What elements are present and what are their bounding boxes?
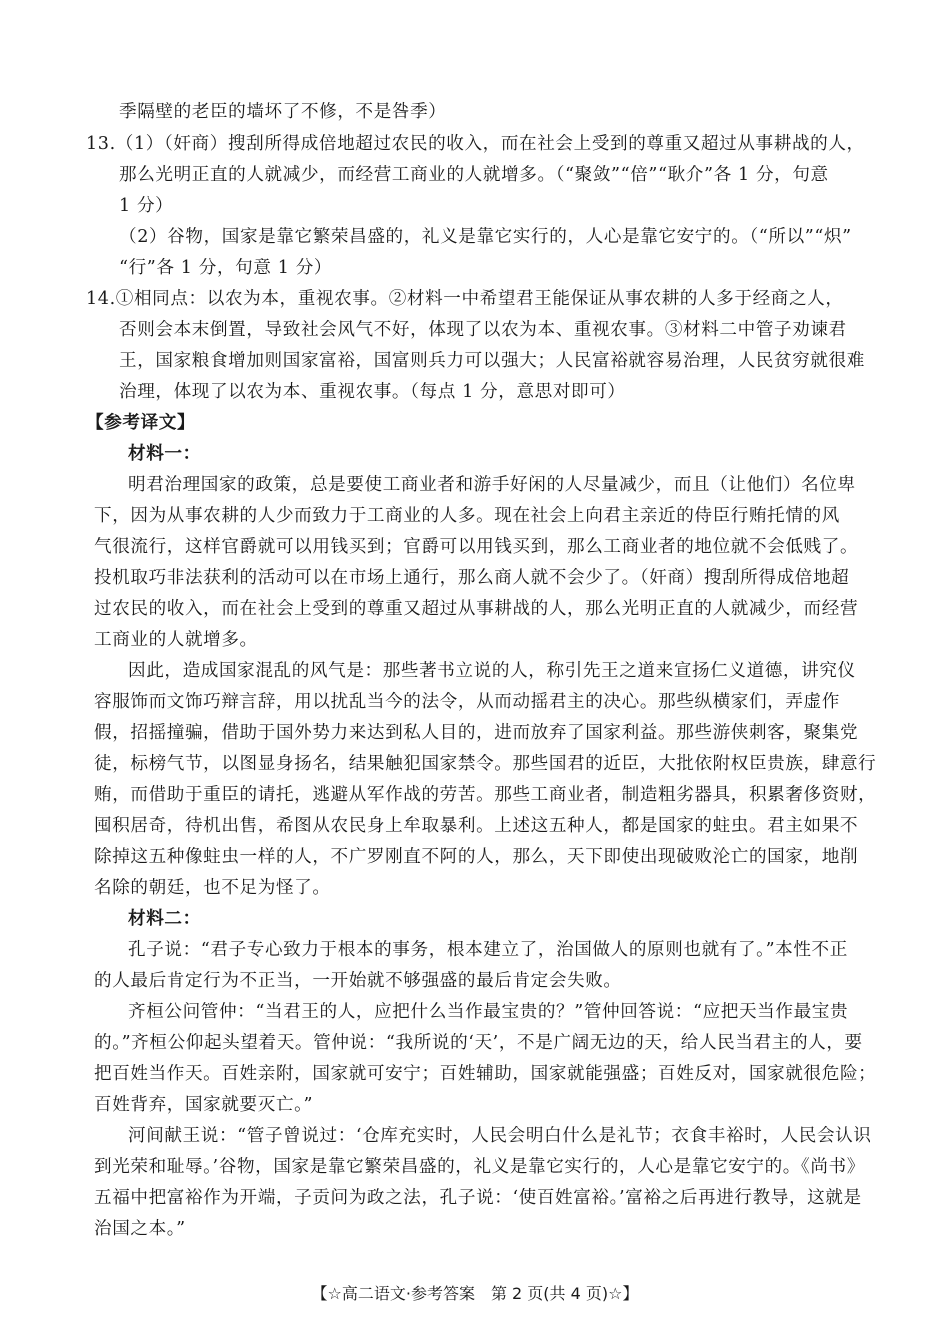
answer-13-1: 13.（1）（奸商）搜刮所得成倍地超过农民的收入，而在社会上受到的尊重又超过从事耕战的人， xyxy=(86,134,865,154)
paragraph-start: 孔子说：“君子专心致力于根本的事务，根本建立了，治国做人的原则也就有了。”本性不正 xyxy=(128,940,848,960)
text-line: 容服饰而文饰巧辩言辞，用以扰乱当今的法令，从而动摇君主的决心。那些纵横家们，弄虚作 xyxy=(94,692,840,712)
text-line: 百姓背弃，国家就要灭亡。” xyxy=(94,1095,314,1115)
text-line: 季隔壁的老臣的墙坏了不修，不是咎季） xyxy=(119,102,447,122)
text-line: 王，国家粮食增加则国家富裕，国富则兵力可以强大；人民富裕就容易治理，人民贫穷就很难 xyxy=(119,351,865,371)
text-line: 五福中把富裕作为开端，子贡问为政之法，孔子说：‘使百姓富裕。’富裕之后再进行教导，这就是 xyxy=(94,1188,862,1208)
paragraph-start: 齐桓公问管仲：“当君王的人，应把什么当作最宝贵的？”管仲回答说：“应把天当作最宝贵 xyxy=(128,1002,849,1022)
text-line: 1 分） xyxy=(119,196,174,216)
text-line: 名除的朝廷，也不足为怪了。 xyxy=(94,878,331,898)
text-line: 治理，体现了以农为本、重视农事。（每点 1 分，意思对即可） xyxy=(119,382,626,402)
material-two-heading: 材料二： xyxy=(128,909,201,929)
text-line: 的。”齐桓公仰起头望着天。管仲说：“我所说的‘天’，不是广阔无边的天，给人民当君主的人，要 xyxy=(94,1033,863,1053)
text-line: 假，招摇撞骗，借助于国外势力来达到私人目的，进而放弃了国家利益。那些游侠刺客，聚集党 xyxy=(94,723,859,743)
text-line: 否则会本末倒置，导致社会风气不好，体现了以农为本、重视农事。③材料二中管子劝谏君 xyxy=(119,320,847,340)
text-line: 治国之本。” xyxy=(94,1219,186,1239)
text-line: 到光荣和耻辱。’谷物，国家是靠它繁荣昌盛的，礼义是靠它实行的，人心是靠它安宁的。《尚书》 xyxy=(94,1157,865,1177)
paragraph-start: 河间献王说：“管子曾说过：‘仓库充实时，人民会明白什么是礼节；衣食丰裕时，人民会认识 xyxy=(128,1126,872,1146)
text-line: 徒，标榜气节，以图显身扬名，结果触犯国家禁令。那些国君的近臣，大批依附权臣贵族，肆意行 xyxy=(94,754,877,774)
text-line: 投机取巧非法获利的活动可以在市场上通行，那么商人就不会少了。（奸商）搜刮所得成倍地超 xyxy=(94,568,850,588)
answer-13-2: （2）谷物，国家是靠它繁荣昌盛的，礼义是靠它实行的，人心是靠它安宁的。（“所以”“炽” xyxy=(119,227,852,247)
text-line: 那么光明正直的人就减少，而经营工商业的人就增多。（“聚敛”“倍”“耿介”各 1 分，句意 xyxy=(119,165,829,185)
text-line: 工商业的人就增多。 xyxy=(94,630,258,650)
section-heading-translation: 【参考译文】 xyxy=(86,413,196,433)
text-line: 把百姓当作天。百姓亲附，国家就可安宁；百姓辅助，国家就能强盛；百姓反对，国家就很危险； xyxy=(94,1064,877,1084)
text-line: 囤积居奇，待机出售，希图从农民身上牟取暴利。上述这五种人，都是国家的蛀虫。君主如果不 xyxy=(94,816,859,836)
text-line: 贿，而借助于重臣的请托，逃避从军作战的劳苦。那些工商业者，制造粗劣器具，积累奢侈资财， xyxy=(94,785,877,805)
page-footer: 【☆高二语文·参考答案 第 2 页(共 4 页)☆】 xyxy=(311,1284,639,1303)
text-line: 的人最后肯定行为不正当，一开始就不够强盛的最后肯定会失败。 xyxy=(94,971,622,991)
text-line: 过农民的收入，而在社会上受到的尊重又超过从事耕战的人，那么光明正直的人就减少，而经营 xyxy=(94,599,859,619)
paragraph-start: 因此，造成国家混乱的风气是：那些著书立说的人，称引先王之道来宣扬仁义道德，讲究仪 xyxy=(128,661,856,681)
paragraph-start: 明君治理国家的政策，总是要使工商业者和游手好闲的人尽量减少，而且（让他们）名位卑 xyxy=(128,475,856,495)
material-one-heading: 材料一： xyxy=(128,444,201,464)
text-line: “行”各 1 分，句意 1 分） xyxy=(119,258,333,278)
text-line: 除掉这五种像蛀虫一样的人，不广罗刚直不阿的人，那么，天下即使出现破败沦亡的国家，地削 xyxy=(94,847,859,867)
text-line: 下，因为从事农耕的人少而致力于工商业的人多。现在社会上向君主亲近的侍臣行贿托情的风 xyxy=(94,506,840,526)
text-line: 气很流行，这样官爵就可以用钱买到；官爵可以用钱买到，那么工商业者的地位就不会低贱了。 xyxy=(94,537,859,557)
answer-14: 14.①相同点：以农为本，重视农事。②材料一中希望君王能保证从事农耕的人多于经商之人， xyxy=(86,289,844,309)
